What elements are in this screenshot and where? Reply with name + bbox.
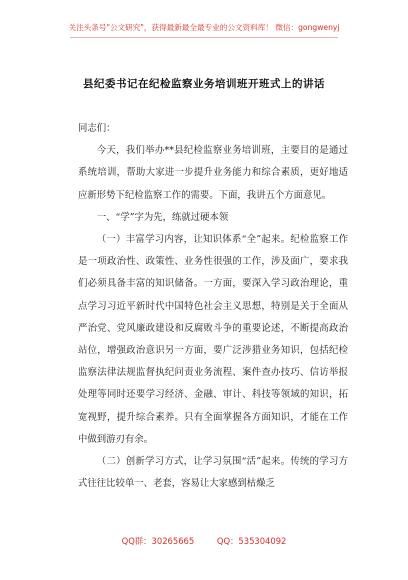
header-banner: 关注头条号"公文研究"，获得最新最全最专业的公文资料库！ 微信：gongwenyj bbox=[68, 23, 340, 32]
footer-qq-group: QQ群：30265665 bbox=[121, 536, 195, 546]
footer-qq: QQ：535304092 bbox=[216, 536, 287, 546]
header-divider bbox=[70, 37, 338, 38]
section-heading-1: 一、“学”字为先，练就过硬本领 bbox=[96, 211, 229, 223]
paragraph-intro: 今天，我们举办**县纪检监察业务培训班，主要目的是通过系统培训，帮助大家进一步提升业务能力和综合素质，更好地适应新形势下纪检监察工作的需要。下面，我讲五个方面意见。 bbox=[78, 145, 348, 201]
paragraph-subsection-2: （二）创新学习方式，让学习氛围“活”起来。传统的学习方式往往比较单一、老套，容易让大家感到枯燥乏 bbox=[78, 456, 348, 490]
footer-contact bbox=[0, 535, 408, 547]
document-body bbox=[78, 118, 348, 495]
salutation: 同志们： bbox=[78, 123, 116, 134]
paragraph-subsection-1: （一）丰富学习内容，让知识体系“全”起来。纪检监察工作是一项政治性、政策性、业务性很强的工作，涉及面广，要求我们必须具备丰富的知识储备。一方面，要深入学习政治理论，重点学习习近平新时代中国特色社会主义思想，特别是关于全面从严治党、党风廉政建设和反腐败斗争的重要论述，不断提高政治站位，增强政治意识另一方面，要广泛涉猎业务知识，包括纪检监察法律法规监督执纪问责业务流程、案件查办技巧、信访举报处理等同时还要学习经济、金融、审计、科技等领域的知识，拓宽视野，提升综合素养。只有全面掌握各方面知识，才能在工作中做到游刃有余。 bbox=[78, 234, 348, 445]
document-title: 县纪委书记在纪检监察业务培训班开班式上的讲话 bbox=[83, 78, 325, 90]
